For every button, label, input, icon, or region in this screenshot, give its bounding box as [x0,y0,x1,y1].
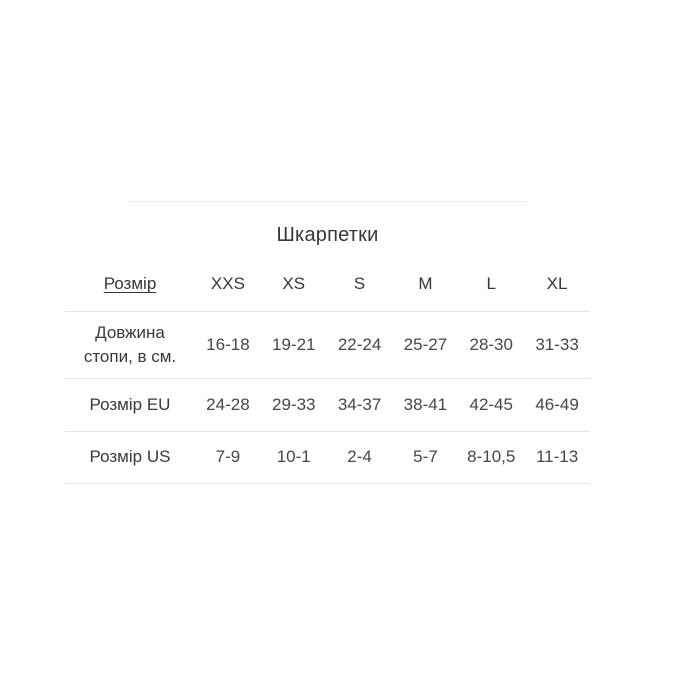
value-cell: 24-28 [206,394,250,414]
table-row-us-size [65,431,590,483]
size-chart-section [65,201,590,484]
header-cell-xl: XL [546,274,568,294]
header-cell-s: S [353,274,366,294]
value-cell: 16-18 [206,334,250,354]
size-column-header [65,258,195,311]
value-cell: 19-21 [272,334,316,354]
row-label: Розмір EU [89,394,171,414]
value-cell: 31-33 [535,334,579,354]
table-row-eu-size [65,378,590,431]
row-label: Розмір US [89,447,171,466]
size-chart-title: Шкарпетки [276,224,379,246]
size-chart-table [65,258,590,484]
value-cell: 29-33 [272,394,316,414]
table-row-foot-length [65,311,590,378]
value-cell: 11-13 [535,447,579,466]
value-cell: 10-1 [276,447,311,466]
value-cell: 42-45 [469,394,513,414]
header-cell-m: M [418,274,433,294]
value-cell: 5-7 [413,447,438,466]
value-cell: 7-9 [215,447,241,466]
header-cell-xxs: XXS [210,274,245,294]
size-header-link[interactable]: Розмір [103,274,157,294]
value-cell: 22-24 [337,334,382,354]
header-cell-xs: XS [282,274,306,294]
table-header-row [65,258,590,311]
value-cell: 46-49 [535,394,579,414]
value-cell: 8-10,5 [467,447,516,466]
value-cell: 38-41 [403,394,448,414]
value-cell: 34-37 [337,394,382,414]
value-cell: 25-27 [403,334,448,354]
value-cell: 2-4 [347,447,372,466]
value-cell: 28-30 [469,334,513,354]
header-cell-l: L [486,274,496,294]
row-label: Довжина стопи, в см. [83,322,177,366]
